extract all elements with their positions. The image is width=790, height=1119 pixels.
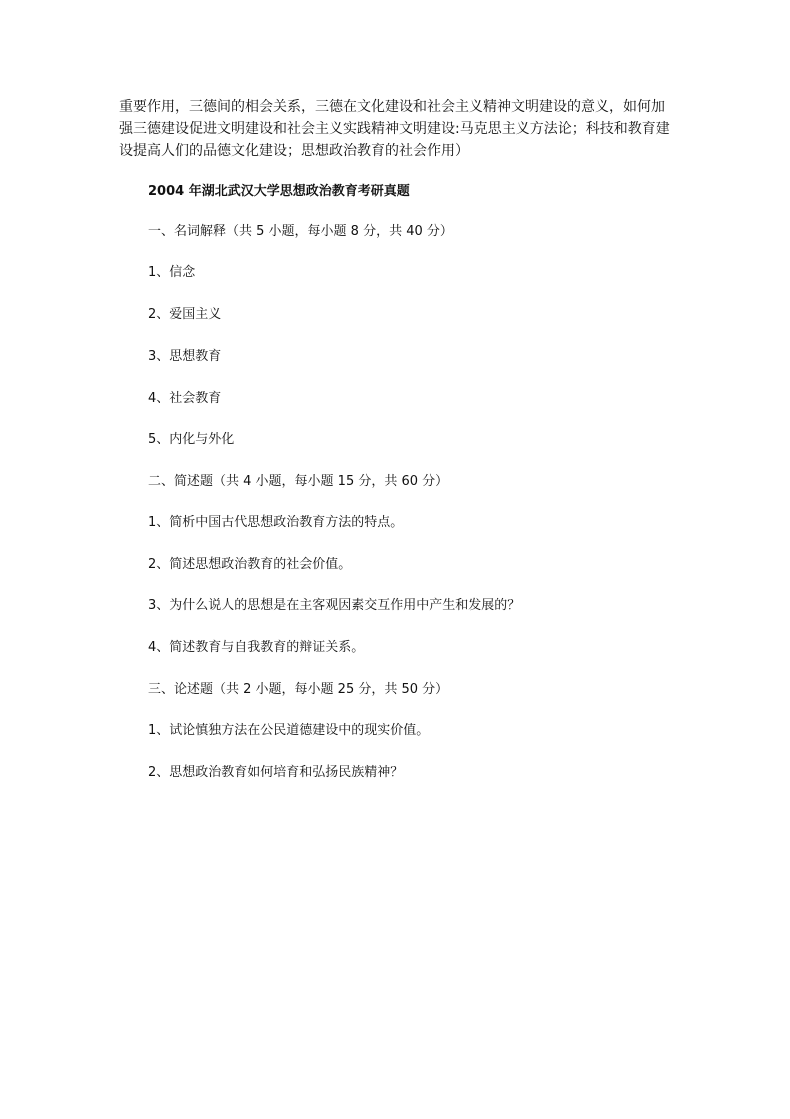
section-1-heading: 一、名词解释（共 5 小题，每小题 8 分，共 40 分） (148, 224, 453, 239)
section-1-item: 2、爱国主义 (148, 307, 222, 322)
section-2-heading: 二、简述题（共 4 小题，每小题 15 分，共 60 分） (148, 474, 449, 489)
intro-line: 设提高人们的品德文化建设；思想政治教育的社会作用） (119, 143, 469, 159)
section-2-item: 4、简述教育与自我教育的辩证关系。 (148, 640, 365, 655)
section-1-item: 4、社会教育 (148, 391, 222, 406)
section-2-item: 2、简述思想政治教育的社会价值。 (148, 557, 352, 572)
section-3-item: 1、试论慎独方法在公民道德建设中的现实价值。 (148, 723, 430, 738)
section-1-item: 5、内化与外化 (148, 432, 235, 447)
section-3-heading: 三、论述题（共 2 小题，每小题 25 分，共 50 分） (148, 682, 449, 697)
section-2-item: 1、简析中国古代思想政治教育方法的特点。 (148, 515, 404, 530)
exam-title: 2004 年湖北武汉大学思想政治教育考研真题 (148, 184, 410, 199)
section-2-item: 3、为什么说人的思想是在主客观因素交互作用中产生和发展的？ (148, 598, 521, 613)
section-1-item: 3、思想教育 (148, 349, 222, 364)
intro-line: 强三德建设促进文明建设和社会主义实践精神文明建设:马克思主义方法论；科技和教育建 (119, 121, 670, 137)
section-3-item: 2、思想政治教育如何培育和弘扬民族精神？ (148, 765, 404, 780)
intro-line: 重要作用，三德间的相会关系，三德在文化建设和社会主义精神文明建设的意义，如何加 (119, 99, 665, 115)
intro-paragraph (119, 96, 679, 162)
section-1-item: 1、信念 (148, 265, 196, 280)
